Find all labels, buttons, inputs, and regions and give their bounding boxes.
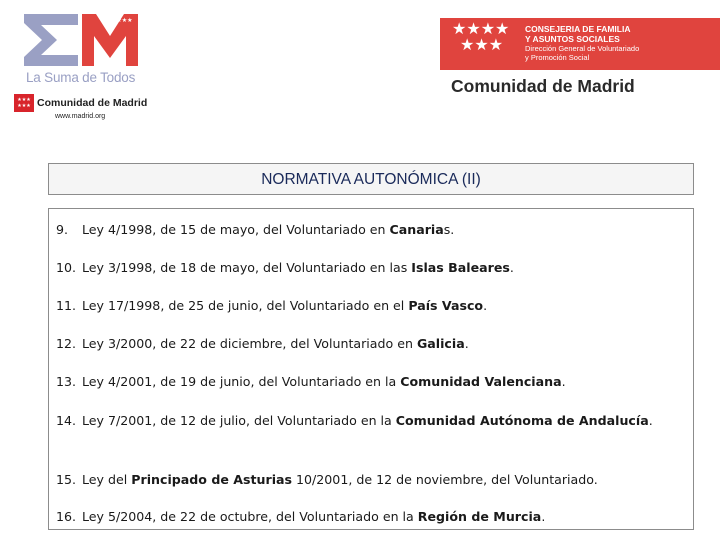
- logo-tagline: La Suma de Todos: [26, 70, 136, 85]
- department-line: y Promoción Social: [525, 53, 590, 62]
- list-item: 10. Ley 3/1998, de 18 de mayo, del Voluntariado en las Islas Baleares.: [56, 260, 514, 275]
- list-item: 12. Ley 3/2000, de 22 de diciembre, del Voluntariado en Galicia.: [56, 336, 469, 351]
- list-item: 9. Ley 4/1998, de 15 de mayo, del Voluntariado en Canarias.: [56, 222, 455, 237]
- page-title: NORMATIVA AUTONÓMICA (II): [261, 171, 481, 188]
- site-url: www.madrid.org: [55, 113, 106, 120]
- item-number: 15.: [56, 472, 77, 487]
- region-name: Principado de Asturias: [131, 472, 293, 487]
- department-text: [525, 24, 639, 62]
- region-name: Comunidad Valenciana: [400, 374, 562, 389]
- list-item: 15. Ley del Principado de Asturias 10/2001, de 12 de noviembre, del Voluntariado.: [56, 472, 598, 487]
- region-name: Galicia: [416, 336, 465, 351]
- region-name: País Vasco: [408, 298, 484, 313]
- item-number: 13.: [56, 374, 77, 389]
- list-item: 11. Ley 17/1998, de 25 de junio, del Voluntariado en el País Vasco.: [56, 298, 488, 313]
- list-item: 16. Ley 5/2004, de 22 de octubre, del Voluntariado en la Región de Murcia.: [56, 509, 546, 524]
- department-banner: [440, 18, 720, 70]
- small-brand-name: Comunidad de Madrid: [37, 97, 148, 109]
- department-line: CONSEJERIA DE FAMILIA: [525, 24, 631, 34]
- region-name: Canaria: [389, 222, 444, 237]
- madrid-flag-icon: ★★★ ★★★: [14, 94, 34, 112]
- item-number: 14.: [56, 413, 77, 428]
- item-number: 11.: [56, 298, 77, 313]
- em-logo: [24, 14, 140, 76]
- item-number: 12.: [56, 336, 77, 351]
- small-brand: [14, 94, 147, 112]
- department-line: Dirección General de Voluntariado: [525, 44, 640, 53]
- svg-text:★★★★: ★★★★: [111, 17, 133, 24]
- item-number: 16.: [56, 509, 77, 524]
- list-item: 14. Ley 7/2001, de 12 de julio, del Voluntariado en la Comunidad Autónoma de Andalucía.: [56, 413, 653, 428]
- stars-icon: ★★★★ ★★★: [452, 19, 510, 54]
- region-name: Comunidad Autónoma de Andalucía: [395, 413, 649, 428]
- region-name: Región de Murcia: [417, 509, 542, 524]
- law-list: [48, 208, 694, 530]
- title-box: [48, 163, 694, 195]
- big-brand: Comunidad de Madrid: [451, 76, 635, 96]
- item-number: 10.: [56, 260, 77, 275]
- list-item: 13. Ley 4/2001, de 19 de junio, del Voluntariado en la Comunidad Valenciana.: [56, 374, 566, 389]
- department-line: Y ASUNTOS SOCIALES: [525, 34, 620, 44]
- region-name: Islas Baleares: [411, 260, 510, 275]
- item-number: 9.: [56, 222, 69, 237]
